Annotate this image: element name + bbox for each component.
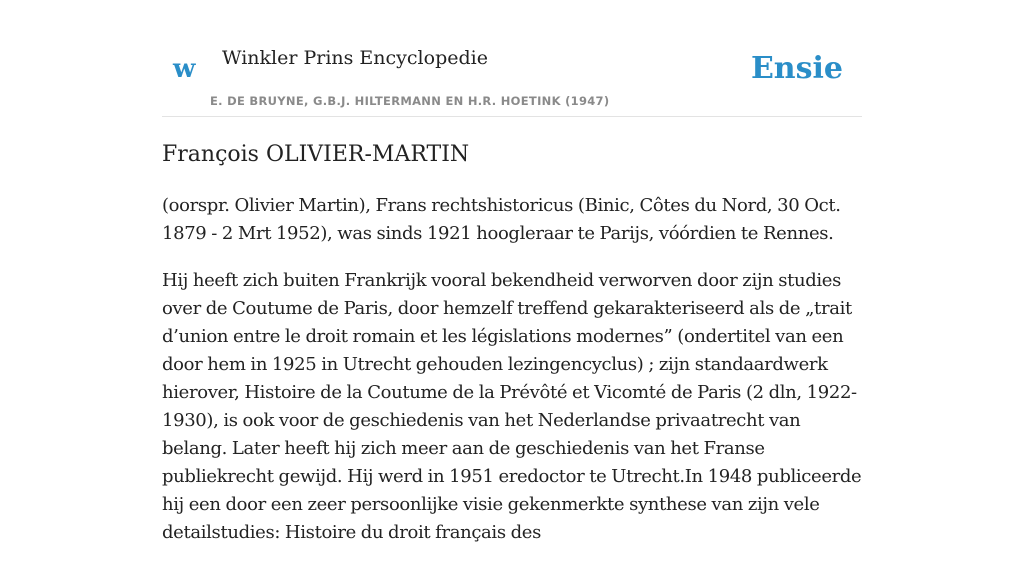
entry-paragraph: Hij heeft zich buiten Frankrijk vooral bekendheid verworven door zijn studies over de Coutume de Paris, door hemzelf treffend gekarakteriseerd als de „trait d’union entre le droit romain et les législations modernes” (ondertitel van een door hem in 1925 in Utrecht gehouden lezingencyclus) ; zijn standaardwerk hierover, Histoire de la Coutume de la Prévôté et Vicomté de Paris (2 dln, 1922-1930), is ook voor de geschiedenis van het Nederlandse privaatrecht van belang. Later heeft hij zich meer aan de geschiedenis van het Franse publiekrecht gewijd. Hij werd in 1951 eredoctor te Utrecht.In 1948 publiceerde hij een door een zeer persoonlijke visie gekenmerkte synthese van zijn vele detailstudies: Histoire du droit français des [162,270,862,543]
source-authors: E. DE BRUYNE, G.B.J. HILTERMANN EN H.R. HOETINK (1947) [210,94,610,108]
entry-title: François OLIVIER-MARTIN [162,142,470,167]
page-container [162,0,862,543]
ensie-brand-logo[interactable]: Ensie [750,51,843,86]
winkler-prins-logo[interactable]: w [173,54,196,84]
entry-paragraph: (oorspr. Olivier Martin), Frans rechtshistoricus (Binic, Côtes du Nord, 30 Oct. 1879 - 2 Mrt 1952), was sinds 1921 hoogleraar te Parijs, vóórdien te Rennes. [162,195,841,244]
source-title[interactable]: Winkler Prins Encyclopedie [222,47,488,69]
header [162,0,862,117]
entry-body [162,192,862,566]
